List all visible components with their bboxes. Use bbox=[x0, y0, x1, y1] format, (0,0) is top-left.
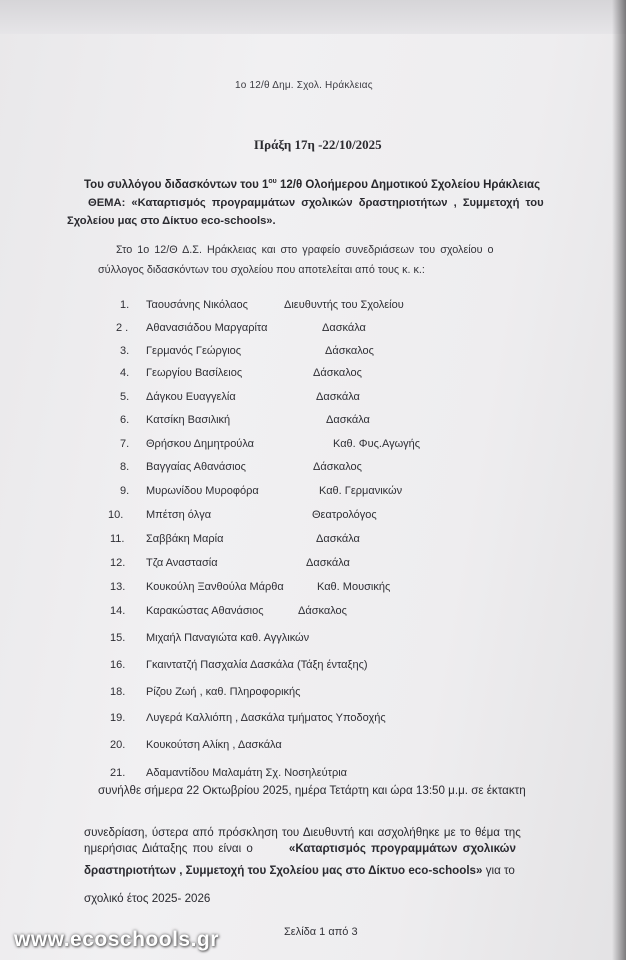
member-role: Δάσκαλος bbox=[313, 367, 362, 379]
member-number: 14. bbox=[110, 605, 126, 617]
member-role: Δασκάλα bbox=[316, 533, 360, 545]
member-name: Λυγερά Καλλιόπη , Δασκάλα τμήματος Υποδοχής bbox=[146, 712, 386, 724]
member-name: Κουκούτση Αλίκη , Δασκάλα bbox=[146, 739, 282, 751]
member-number: 8. bbox=[120, 461, 130, 473]
body-line-4-bold: δραστηριοτήτων , Συμμετοχή του Σχολείου μας στο Δίκτυο eco-schools» bbox=[84, 864, 483, 877]
member-row bbox=[110, 739, 530, 755]
member-row bbox=[120, 299, 540, 315]
body-line-1: συνήλθε σήμερα 22 Οκτωβρίου 2025, ημέρα Τετάρτη και ώρα 13:50 μ.μ. σε έκτακτη bbox=[98, 784, 526, 797]
member-name: Μιχαήλ Παναγιώτα καθ. Αγγλικών bbox=[146, 632, 310, 644]
member-role: Δασκάλα bbox=[322, 322, 366, 334]
body-line-2: συνεδρίαση, ύστερα από πρόσκληση του Διευθυντή και ασχολήθηκε με το θέμα της bbox=[84, 826, 521, 839]
member-role: Δάσκαλος bbox=[298, 605, 347, 617]
member-name: Σαββάκη Μαρία bbox=[146, 533, 224, 545]
member-row bbox=[120, 485, 540, 501]
member-row bbox=[116, 322, 536, 338]
member-name: Μυρωνίδου Μυροφόρα bbox=[146, 485, 259, 497]
association-line-pre: Του συλλόγου διδασκόντων του 1 bbox=[84, 178, 269, 191]
member-row bbox=[108, 509, 528, 525]
intro-line-2: σύλλογος διδασκόντων του σχολείου που αποτελείται από τους κ. κ.: bbox=[98, 264, 425, 276]
member-number: 18. bbox=[110, 686, 126, 698]
subject-line-1: ΘΕΜΑ: «Καταρτισμός προγραμμάτων σχολικών δραστηριοτήτων , Συμμετοχή του bbox=[88, 197, 544, 209]
member-name: Θρήσκου Δημητρούλα bbox=[146, 438, 255, 450]
member-row bbox=[120, 367, 540, 383]
member-role: Καθ. Γερμανικών bbox=[319, 485, 403, 497]
member-number: 21. bbox=[110, 767, 126, 779]
body-line-5: σχολικό έτος 2025- 2026 bbox=[84, 892, 211, 905]
member-row bbox=[110, 686, 530, 702]
association-line-post: 12/θ Ολοήμερου Δημοτικού Σχολείου Ηράκλειας bbox=[276, 178, 541, 191]
subject-line-2: Σχολείου μας στο Δίκτυο eco-schools». bbox=[67, 215, 276, 227]
member-number: 11. bbox=[110, 533, 125, 545]
member-row bbox=[110, 767, 530, 783]
member-number: 2 . bbox=[116, 322, 129, 334]
member-role: Δασκάλα bbox=[306, 557, 350, 569]
school-header: 1ο 12/θ Δημ. Σχολ. Ηράκλειας bbox=[235, 80, 373, 91]
member-name: Τζα Αναστασία bbox=[146, 557, 218, 569]
member-number: 5. bbox=[120, 391, 130, 403]
member-role: Θεατρολόγος bbox=[312, 509, 377, 521]
member-row bbox=[120, 461, 540, 477]
member-row bbox=[110, 712, 530, 728]
member-row bbox=[110, 581, 530, 597]
member-number: 9. bbox=[120, 485, 130, 497]
association-line bbox=[84, 178, 540, 191]
member-row bbox=[110, 557, 530, 573]
member-row bbox=[120, 345, 540, 361]
member-name: Γεωργίου Βασίλειος bbox=[146, 367, 243, 379]
association-line-sup: ου bbox=[268, 178, 277, 185]
member-row bbox=[110, 659, 530, 675]
member-number: 10. bbox=[108, 509, 124, 521]
member-name: Καρακώστας Αθανάσιος bbox=[146, 605, 264, 617]
member-number: 12. bbox=[110, 557, 126, 569]
member-name: Αθανασιάδου Μαργαρίτα bbox=[146, 322, 268, 334]
page-number: Σελίδα 1 από 3 bbox=[284, 926, 358, 938]
member-role: Δασκάλα bbox=[316, 391, 360, 403]
member-role: Δασκάλα bbox=[326, 414, 370, 426]
member-name: Αδαμαντίδου Μαλαμάτη Σχ. Νοσηλεύτρια bbox=[146, 767, 348, 779]
member-number: 3. bbox=[120, 345, 130, 357]
member-name: Γκαιντατζή Πασχαλία Δασκάλα (Τάξη ένταξης) bbox=[146, 659, 368, 671]
member-role: Διευθυντής του Σχολείου bbox=[284, 299, 404, 311]
body-line-3 bbox=[84, 842, 516, 855]
intro-line-1: Στο 1ο 12/Θ Δ.Σ. Ηράκλειας και στο γραφείο συνεδριάσεων του σχολείου ο bbox=[116, 244, 494, 256]
member-role: Καθ. Φυς.Αγωγής bbox=[333, 438, 421, 450]
member-number: 6. bbox=[120, 414, 130, 426]
member-number: 13. bbox=[110, 581, 126, 593]
member-name: Κατσίκη Βασιλική bbox=[146, 414, 231, 426]
member-role: Δάσκαλος bbox=[325, 345, 374, 357]
member-name: Μπέτση όλγα bbox=[146, 509, 212, 521]
member-name: Βαγγαίας Αθανάσιος bbox=[146, 461, 246, 473]
member-number: 7. bbox=[120, 438, 130, 450]
member-row bbox=[120, 391, 540, 407]
page-top-edge bbox=[0, 0, 626, 34]
member-number: 19. bbox=[110, 712, 126, 724]
member-name: Δάγκου Ευαγγελία bbox=[146, 391, 236, 403]
member-name: Γερμανός Γεώργιος bbox=[146, 345, 242, 357]
member-row bbox=[120, 414, 540, 430]
watermark-url: www.ecoschools.gr bbox=[14, 928, 219, 951]
member-number: 20. bbox=[110, 739, 126, 751]
body-line-4-post: για το bbox=[482, 864, 515, 877]
member-number: 4. bbox=[120, 367, 130, 379]
body-line-4 bbox=[84, 864, 515, 877]
member-number: 15. bbox=[110, 632, 126, 644]
member-name: Ρίζου Ζωή , καθ. Πληροφορικής bbox=[146, 686, 301, 698]
member-row bbox=[120, 438, 540, 454]
member-row bbox=[110, 605, 530, 621]
member-role: Δάσκαλος bbox=[313, 461, 362, 473]
member-row bbox=[110, 533, 530, 549]
body-line-3-pre: ημερήσιας Διάταξης που είναι ο bbox=[84, 842, 253, 855]
member-number: 16. bbox=[110, 659, 126, 671]
member-name: Κουκούλη Ξανθούλα Μάρθα bbox=[146, 581, 284, 593]
body-line-3-bold: «Καταρτισμός προγραμμάτων σχολικών bbox=[288, 842, 516, 855]
member-number: 1. bbox=[120, 299, 130, 311]
member-row bbox=[110, 632, 530, 648]
act-title: Πράξη 17η -22/10/2025 bbox=[254, 137, 382, 152]
member-role: Καθ. Μουσικής bbox=[317, 581, 391, 593]
member-name: Ταουσάνης Νικόλαος bbox=[146, 299, 248, 311]
